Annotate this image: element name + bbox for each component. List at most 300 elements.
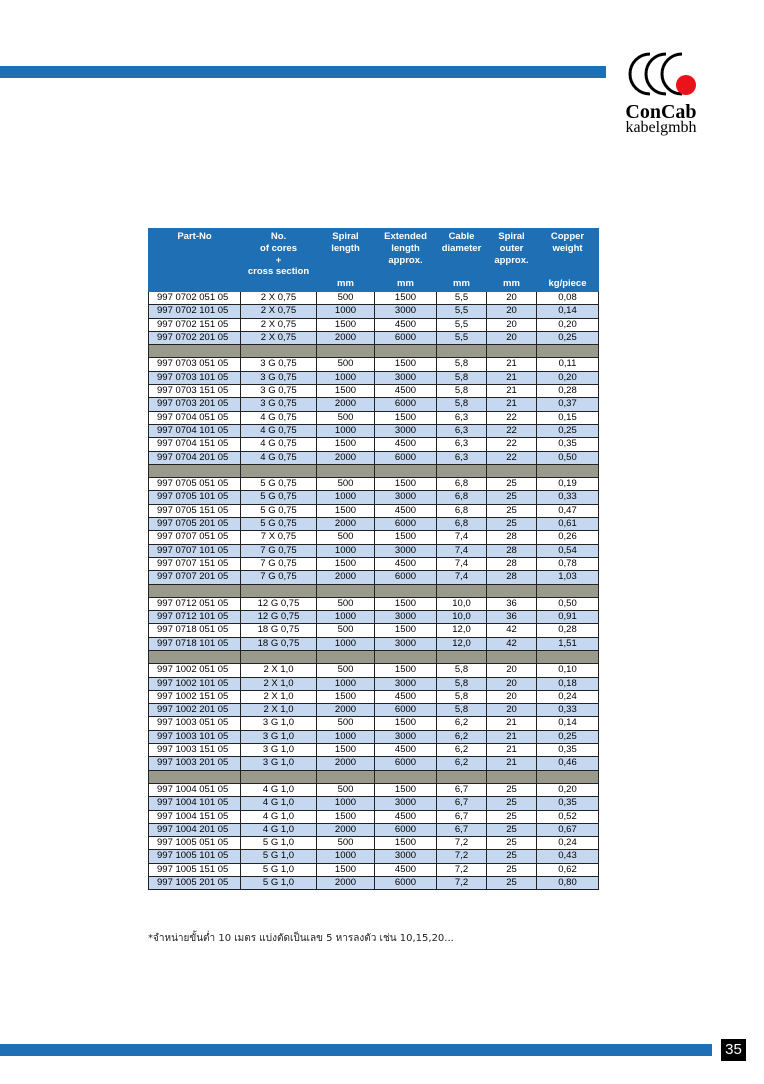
column-header-line: weight	[552, 242, 583, 254]
table-cell: 1500	[317, 385, 375, 398]
table-cell: 2 X 1,0	[241, 664, 317, 677]
table-cell: 6,3	[437, 411, 487, 424]
column-header-line: approx.	[494, 254, 529, 266]
table-cell: 1000	[317, 544, 375, 557]
table-row	[149, 358, 599, 371]
table-cell: 7 G 0,75	[241, 571, 317, 584]
brand-subtitle: kabelgmbh	[625, 119, 697, 136]
table-cell: 25	[487, 491, 537, 504]
table-cell: 0,15	[537, 411, 599, 424]
bottom-accent-bar	[0, 1044, 712, 1056]
table-cell: 5,8	[437, 704, 487, 717]
table-row	[149, 597, 599, 610]
separator-cell	[437, 464, 487, 477]
table-cell: 6,2	[437, 757, 487, 770]
table-cell: 5,8	[437, 690, 487, 703]
part-number-cell: 997 0703 201 05	[149, 398, 241, 411]
table-header-row	[149, 229, 599, 292]
part-number-cell: 997 0702 101 05	[149, 305, 241, 318]
table-cell: 6,7	[437, 783, 487, 796]
table-cell: 3 G 0,75	[241, 358, 317, 371]
table-cell: 4500	[375, 744, 437, 757]
separator-cell	[241, 651, 317, 664]
table-row	[149, 717, 599, 730]
column-header-line: No.	[270, 231, 287, 242]
table-cell: 7,2	[437, 863, 487, 876]
separator-cell	[149, 770, 241, 783]
table-cell: 1,51	[537, 637, 599, 650]
table-cell: 28	[487, 557, 537, 570]
concab-logo	[612, 46, 712, 146]
table-row	[149, 411, 599, 424]
table-cell: 1000	[317, 491, 375, 504]
table-cell: 6000	[375, 757, 437, 770]
table-cell: 6,3	[437, 424, 487, 437]
table-cell: 5 G 1,0	[241, 863, 317, 876]
table-cell: 1500	[375, 531, 437, 544]
table-cell: 1500	[317, 557, 375, 570]
table-cell: 3 G 0,75	[241, 385, 317, 398]
group-separator-row	[149, 345, 599, 358]
separator-cell	[537, 345, 599, 358]
part-number-cell: 997 1005 051 05	[149, 837, 241, 850]
column-header-line: Spiral	[498, 231, 525, 242]
table-cell: 0,67	[537, 823, 599, 836]
table-cell: 6000	[375, 451, 437, 464]
table-cell: 20	[487, 331, 537, 344]
table-cell: 3000	[375, 850, 437, 863]
table-cell: 2 X 0,75	[241, 331, 317, 344]
table-cell: 2000	[317, 704, 375, 717]
separator-cell	[537, 770, 599, 783]
table-cell: 0,33	[537, 704, 599, 717]
table-cell: 1500	[317, 810, 375, 823]
separator-cell	[317, 651, 375, 664]
table-row	[149, 398, 599, 411]
table-cell: 4500	[375, 318, 437, 331]
table-cell: 0,43	[537, 850, 599, 863]
table-cell: 12 G 0,75	[241, 611, 317, 624]
table-cell: 3000	[375, 730, 437, 743]
table-cell: 3 G 1,0	[241, 717, 317, 730]
table-row	[149, 438, 599, 451]
table-cell: 0,25	[537, 331, 599, 344]
table-cell: 1000	[317, 611, 375, 624]
table-cell: 25	[487, 478, 537, 491]
part-number-cell: 997 1004 201 05	[149, 823, 241, 836]
part-number-cell: 997 0702 051 05	[149, 291, 241, 304]
table-cell: 3000	[375, 544, 437, 557]
separator-cell	[149, 584, 241, 597]
table-row	[149, 877, 599, 890]
table-cell: 500	[317, 717, 375, 730]
table-cell: 0,47	[537, 504, 599, 517]
table-cell: 7,2	[437, 837, 487, 850]
table-cell: 5,5	[437, 305, 487, 318]
column-unit: kg/piece	[548, 278, 587, 290]
part-number-cell: 997 0704 151 05	[149, 438, 241, 451]
table-cell: 6,8	[437, 518, 487, 531]
table-cell: 0,24	[537, 837, 599, 850]
table-row	[149, 571, 599, 584]
table-cell: 1500	[375, 664, 437, 677]
separator-cell	[241, 345, 317, 358]
column-header-line: of cores	[260, 242, 297, 254]
table-cell: 42	[487, 637, 537, 650]
table-cell: 20	[487, 664, 537, 677]
table-cell: 6,3	[437, 451, 487, 464]
part-number-cell: 997 0718 051 05	[149, 624, 241, 637]
table-row	[149, 677, 599, 690]
table-cell: 0,52	[537, 810, 599, 823]
table-cell: 0,24	[537, 690, 599, 703]
separator-cell	[241, 770, 317, 783]
table-cell: 1,03	[537, 571, 599, 584]
table-cell: 3 G 0,75	[241, 371, 317, 384]
table-cell: 3 G 1,0	[241, 757, 317, 770]
table-cell: 500	[317, 664, 375, 677]
table-cell: 25	[487, 783, 537, 796]
table-cell: 5,8	[437, 398, 487, 411]
table-cell: 0,91	[537, 611, 599, 624]
part-number-cell: 997 0712 051 05	[149, 597, 241, 610]
table-cell: 3000	[375, 797, 437, 810]
column-header-line: Spiral	[332, 231, 359, 242]
table-cell: 1500	[375, 478, 437, 491]
table-cell: 5,8	[437, 358, 487, 371]
column-header-line: Part-No	[177, 231, 212, 242]
table-cell: 0,28	[537, 624, 599, 637]
concab-logo-mark	[620, 46, 702, 104]
table-cell: 36	[487, 597, 537, 610]
table-cell: 500	[317, 358, 375, 371]
table-cell: 4500	[375, 810, 437, 823]
table-cell: 1500	[375, 783, 437, 796]
part-number-cell: 997 1003 201 05	[149, 757, 241, 770]
table-row	[149, 451, 599, 464]
table-cell: 0,61	[537, 518, 599, 531]
part-number-cell: 997 0705 201 05	[149, 518, 241, 531]
table-cell: 20	[487, 305, 537, 318]
table-cell: 3000	[375, 424, 437, 437]
part-number-cell: 997 1003 101 05	[149, 730, 241, 743]
part-number-cell: 997 0707 151 05	[149, 557, 241, 570]
separator-cell	[487, 464, 537, 477]
table-cell: 5,5	[437, 331, 487, 344]
separator-cell	[375, 345, 437, 358]
table-cell: 1000	[317, 797, 375, 810]
table-cell: 0,33	[537, 491, 599, 504]
part-number-cell: 997 1002 151 05	[149, 690, 241, 703]
table-row	[149, 637, 599, 650]
table-cell: 6,7	[437, 797, 487, 810]
table-cell: 5,5	[437, 318, 487, 331]
table-cell: 20	[487, 690, 537, 703]
table-cell: 1000	[317, 305, 375, 318]
column-header-line: diameter	[441, 242, 482, 254]
page-number: 35	[721, 1039, 746, 1061]
column-unit: mm	[397, 278, 414, 290]
table-cell: 1500	[375, 717, 437, 730]
group-separator-row	[149, 584, 599, 597]
table-cell: 0,28	[537, 385, 599, 398]
table-cell: 2000	[317, 398, 375, 411]
table-row	[149, 837, 599, 850]
table-cell: 0,37	[537, 398, 599, 411]
table-cell: 0,20	[537, 371, 599, 384]
table-cell: 4 G 1,0	[241, 797, 317, 810]
table-cell: 0,20	[537, 318, 599, 331]
table-cell: 0,35	[537, 744, 599, 757]
table-cell: 4500	[375, 863, 437, 876]
part-number-cell: 997 0703 101 05	[149, 371, 241, 384]
table-cell: 12 G 0,75	[241, 597, 317, 610]
table-cell: 36	[487, 611, 537, 624]
table-cell: 0,35	[537, 438, 599, 451]
table-cell: 2000	[317, 823, 375, 836]
table-cell: 21	[487, 398, 537, 411]
table-cell: 6000	[375, 398, 437, 411]
table-cell: 0,62	[537, 863, 599, 876]
table-row	[149, 544, 599, 557]
table-cell: 6000	[375, 331, 437, 344]
table-cell: 1000	[317, 677, 375, 690]
table-cell: 20	[487, 318, 537, 331]
column-header-line: cross section	[247, 266, 310, 278]
table-cell: 21	[487, 744, 537, 757]
table-cell: 4 G 1,0	[241, 823, 317, 836]
table-cell: 25	[487, 850, 537, 863]
table-cell: 25	[487, 810, 537, 823]
group-separator-row	[149, 770, 599, 783]
table-row	[149, 690, 599, 703]
table-cell: 5 G 1,0	[241, 850, 317, 863]
table-cell: 2000	[317, 451, 375, 464]
column-header	[537, 229, 599, 292]
table-cell: 7,4	[437, 531, 487, 544]
table-cell: 5,8	[437, 664, 487, 677]
table-cell: 0,18	[537, 677, 599, 690]
table-cell: 0,20	[537, 783, 599, 796]
table-cell: 0,10	[537, 664, 599, 677]
table-cell: 2 X 0,75	[241, 305, 317, 318]
table-cell: 4 G 1,0	[241, 810, 317, 823]
table-cell: 7,4	[437, 544, 487, 557]
table-cell: 25	[487, 837, 537, 850]
table-row	[149, 757, 599, 770]
table-cell: 6000	[375, 877, 437, 890]
brand-name: ConCab	[625, 101, 697, 123]
part-number-cell: 997 0712 101 05	[149, 611, 241, 624]
table-cell: 1500	[375, 358, 437, 371]
table-cell: 0,14	[537, 717, 599, 730]
part-number-cell: 997 0705 101 05	[149, 491, 241, 504]
table-cell: 2000	[317, 331, 375, 344]
table-cell: 21	[487, 358, 537, 371]
column-header-line: outer	[499, 242, 524, 254]
group-separator-row	[149, 464, 599, 477]
column-unit	[242, 278, 315, 290]
column-header-line: Copper	[550, 231, 585, 242]
table-cell: 0,35	[537, 797, 599, 810]
table-cell: 0,50	[537, 597, 599, 610]
table-cell: 7,2	[437, 850, 487, 863]
separator-cell	[241, 464, 317, 477]
separator-cell	[317, 770, 375, 783]
table-cell: 6000	[375, 704, 437, 717]
table-row	[149, 305, 599, 318]
table-cell: 1500	[317, 863, 375, 876]
table-row	[149, 371, 599, 384]
table-row	[149, 810, 599, 823]
table-cell: 3 G 1,0	[241, 730, 317, 743]
table-cell: 500	[317, 531, 375, 544]
column-header-line: length	[391, 242, 420, 254]
table-cell: 6000	[375, 518, 437, 531]
table-cell: 42	[487, 624, 537, 637]
table-cell: 5 G 0,75	[241, 504, 317, 517]
separator-cell	[149, 345, 241, 358]
table-cell: 1500	[317, 744, 375, 757]
group-separator-row	[149, 651, 599, 664]
separator-cell	[375, 584, 437, 597]
column-header	[149, 229, 241, 292]
table-cell: 0,50	[537, 451, 599, 464]
table-body	[149, 291, 599, 889]
table-cell: 1000	[317, 850, 375, 863]
separator-cell	[487, 651, 537, 664]
column-unit: mm	[453, 278, 470, 290]
part-number-cell: 997 0707 101 05	[149, 544, 241, 557]
table-cell: 7 G 0,75	[241, 544, 317, 557]
table-row	[149, 863, 599, 876]
part-number-cell: 997 1002 101 05	[149, 677, 241, 690]
table-cell: 2 X 0,75	[241, 291, 317, 304]
table-cell: 18 G 0,75	[241, 637, 317, 650]
table-row	[149, 704, 599, 717]
table-row	[149, 478, 599, 491]
table-row	[149, 850, 599, 863]
table-row	[149, 744, 599, 757]
table-cell: 28	[487, 544, 537, 557]
table-cell: 4500	[375, 690, 437, 703]
table-cell: 6000	[375, 823, 437, 836]
table-row	[149, 491, 599, 504]
table-row	[149, 518, 599, 531]
table-cell: 4500	[375, 438, 437, 451]
table-cell: 21	[487, 371, 537, 384]
column-header	[317, 229, 375, 292]
table-cell: 1000	[317, 424, 375, 437]
table-cell: 6000	[375, 571, 437, 584]
table-cell: 0,08	[537, 291, 599, 304]
table-row	[149, 664, 599, 677]
part-number-cell: 997 0718 101 05	[149, 637, 241, 650]
table-cell: 500	[317, 783, 375, 796]
table-cell: 2000	[317, 518, 375, 531]
part-number-cell: 997 0705 051 05	[149, 478, 241, 491]
table-row	[149, 624, 599, 637]
table-cell: 6,2	[437, 730, 487, 743]
table-cell: 20	[487, 291, 537, 304]
separator-cell	[437, 584, 487, 597]
table-cell: 500	[317, 837, 375, 850]
part-number-cell: 997 1005 151 05	[149, 863, 241, 876]
table-cell: 25	[487, 863, 537, 876]
table-row	[149, 531, 599, 544]
table-row	[149, 504, 599, 517]
table-cell: 1500	[375, 291, 437, 304]
table-cell: 3 G 1,0	[241, 744, 317, 757]
table-cell: 1500	[375, 597, 437, 610]
table-cell: 7,2	[437, 877, 487, 890]
separator-cell	[149, 464, 241, 477]
table-cell: 21	[487, 730, 537, 743]
table-cell: 1500	[375, 411, 437, 424]
table-cell: 12,0	[437, 637, 487, 650]
table-cell: 25	[487, 877, 537, 890]
table-cell: 1500	[375, 624, 437, 637]
separator-cell	[317, 345, 375, 358]
table-cell: 0,80	[537, 877, 599, 890]
table-cell: 0,78	[537, 557, 599, 570]
table-cell: 22	[487, 411, 537, 424]
separator-cell	[375, 651, 437, 664]
table-cell: 5 G 0,75	[241, 478, 317, 491]
table-cell: 6,7	[437, 823, 487, 836]
part-number-cell: 997 0702 151 05	[149, 318, 241, 331]
table-cell: 5,8	[437, 371, 487, 384]
table-cell: 0,54	[537, 544, 599, 557]
table-cell: 7 G 0,75	[241, 557, 317, 570]
column-header	[241, 229, 317, 292]
part-number-cell: 997 0703 051 05	[149, 358, 241, 371]
table-cell: 28	[487, 571, 537, 584]
table-cell: 21	[487, 717, 537, 730]
part-number-cell: 997 0702 201 05	[149, 331, 241, 344]
part-number-cell: 997 0704 051 05	[149, 411, 241, 424]
table-cell: 4 G 0,75	[241, 411, 317, 424]
table-cell: 4 G 0,75	[241, 438, 317, 451]
table-cell: 500	[317, 478, 375, 491]
table-cell: 22	[487, 438, 537, 451]
top-accent-bar	[0, 66, 606, 78]
column-header-line: approx.	[388, 254, 423, 266]
part-number-cell: 997 1002 201 05	[149, 704, 241, 717]
table-row	[149, 783, 599, 796]
separator-cell	[537, 651, 599, 664]
table-cell: 6,2	[437, 744, 487, 757]
table-row	[149, 611, 599, 624]
table-cell: 5 G 1,0	[241, 877, 317, 890]
table-cell: 0,11	[537, 358, 599, 371]
table-cell: 5,8	[437, 385, 487, 398]
table-cell: 7 X 0,75	[241, 531, 317, 544]
table-cell: 2 X 1,0	[241, 704, 317, 717]
part-number-cell: 997 1004 151 05	[149, 810, 241, 823]
table-cell: 1500	[317, 690, 375, 703]
table-cell: 2 X 0,75	[241, 318, 317, 331]
table-cell: 5,5	[437, 291, 487, 304]
table-cell: 2000	[317, 757, 375, 770]
column-header-line: Extended	[384, 231, 427, 242]
separator-cell	[437, 345, 487, 358]
table-cell: 0,25	[537, 424, 599, 437]
table-cell: 1500	[317, 438, 375, 451]
table-cell: 7,4	[437, 571, 487, 584]
column-header	[375, 229, 437, 292]
part-number-cell: 997 0705 151 05	[149, 504, 241, 517]
